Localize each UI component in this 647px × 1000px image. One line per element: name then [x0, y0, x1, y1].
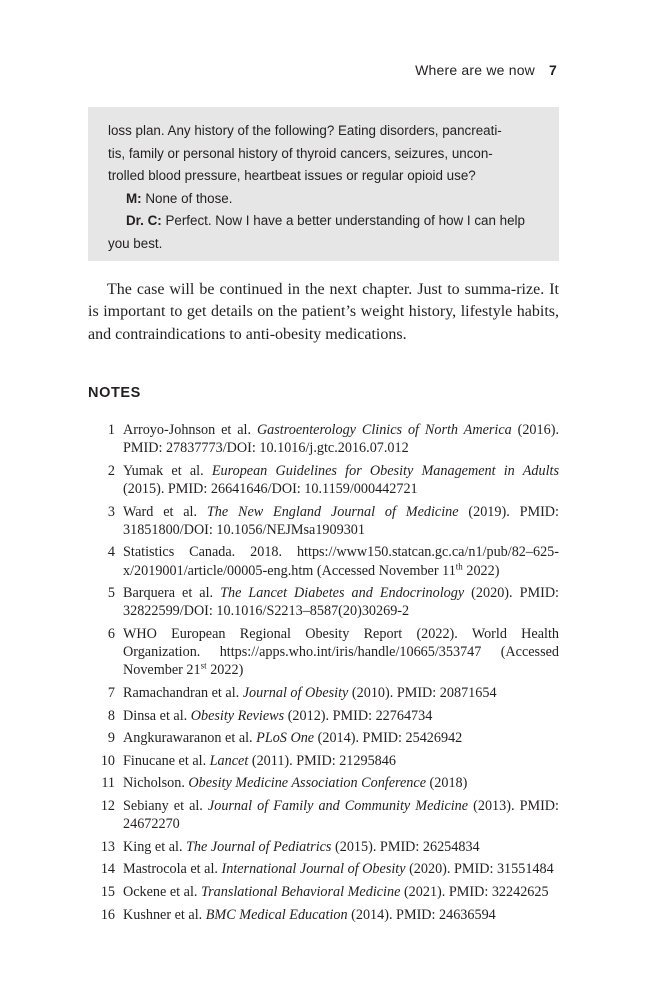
note-source-title: Obesity Reviews: [190, 707, 285, 724]
note-text-part: Yumak et al.: [123, 462, 212, 479]
note-item: [88, 729, 559, 747]
notes-heading: NOTES: [88, 385, 141, 401]
note-number: 3: [107, 503, 115, 520]
note-text-part: Kushner et al.: [123, 906, 206, 923]
note-text: [123, 684, 559, 702]
note-item: [88, 421, 559, 457]
note-source-title: The Lancet Diabetes and Endocrinology: [220, 585, 465, 602]
note-text: [123, 625, 559, 680]
note-text: [123, 707, 559, 725]
note-text: [123, 860, 559, 878]
note-text-part: (2011). PMID: 21295846: [248, 752, 396, 769]
note-text: [123, 462, 559, 498]
note-text-part: Angkurawaranon et al.: [123, 730, 257, 747]
note-number: 4: [107, 544, 115, 561]
note-text: [123, 797, 559, 833]
note-number: 2: [107, 462, 115, 479]
notes-list: [88, 421, 559, 928]
note-text-part: 2022): [462, 562, 500, 579]
note-text: [123, 729, 559, 747]
dialogue-line: loss plan. Any history of the following? Eating disorders, pancreati- tis, family or personal history of thyroid cancers, seizures, uncon- trolled blood pressure, heartbeat issues or regular opioid use?: [108, 123, 502, 183]
note-text-part: Nicholson.: [123, 775, 189, 792]
dialogue-dr-c: Dr. C: Perfect. Now I have a better understanding of how I can help you best.: [108, 213, 525, 251]
note-text: [123, 883, 559, 901]
note-text-part: (2014). PMID: 25426942: [314, 730, 463, 747]
note-text-part: (2016). PMID: 27837773/DOI: 10.1016/j.gtc.2016.07.012: [123, 422, 559, 457]
note-text-part: (2019). PMID: 31851800/DOI: 10.1056/NEJMsa1909301: [123, 503, 559, 538]
note-text-part: (2014). PMID: 24636594: [347, 906, 496, 923]
note-source-title: Journal of Obesity: [242, 684, 349, 701]
dialogue-box: [88, 107, 559, 261]
note-text: [123, 503, 559, 539]
note-text-part: (2013). PMID: 24672270: [123, 797, 559, 833]
note-item: [88, 684, 559, 702]
note-number: 13: [100, 838, 115, 855]
note-item: [88, 625, 559, 680]
note-text-part: WHO European Regional Obesity Report (2022). World Health Organization. https://apps.who.int/iris/handle/10665/353747 (Accessed November 21: [123, 625, 559, 679]
note-text-part: 2022): [206, 662, 244, 679]
note-text-part: th: [455, 560, 463, 571]
note-source-title: International Journal of Obesity: [221, 861, 406, 878]
note-text: [123, 752, 559, 770]
note-number: 11: [101, 775, 115, 792]
note-number: 15: [100, 883, 115, 900]
note-source-title: Journal of Family and Community Medicine: [207, 797, 469, 814]
note-text-part: st: [200, 660, 207, 671]
note-text-part: King et al.: [123, 838, 187, 855]
note-number: 8: [107, 707, 115, 724]
note-text: [123, 838, 559, 856]
note-number: 6: [107, 625, 115, 642]
note-text-part: (2020). PMID: 31551484: [405, 861, 554, 878]
note-text: [123, 906, 559, 924]
note-number: 16: [100, 906, 115, 923]
note-number: 12: [100, 797, 115, 814]
note-item: [88, 543, 559, 579]
note-text-part: (2018): [426, 775, 468, 792]
note-item: [88, 883, 559, 901]
speaker-m: M:: [126, 190, 142, 206]
note-source-title: European Guidelines for Obesity Management in Adults: [211, 462, 559, 479]
note-number: 7: [107, 684, 115, 701]
note-source-title: Translational Behavioral Medicine: [201, 883, 401, 900]
speaker-dr-c: Dr. C:: [126, 213, 162, 228]
note-text-part: (2015). PMID: 26254834: [331, 838, 480, 855]
note-source-title: Lancet: [209, 752, 249, 769]
note-number: 14: [100, 861, 115, 878]
note-text: [123, 774, 559, 792]
note-source-title: BMC Medical Education: [205, 906, 348, 923]
note-text-part: Ockene et al.: [123, 883, 201, 900]
note-item: [88, 797, 559, 833]
note-source-title: Gastroenterology Clinics of North America: [256, 422, 512, 438]
note-item: [88, 838, 559, 856]
note-text: [123, 421, 559, 457]
note-text-part: (2020). PMID: 32822599/DOI: 10.1016/S2213–8587(20)30269-2: [123, 585, 560, 620]
note-number: 10: [100, 752, 115, 769]
note-item: [88, 860, 559, 878]
note-text: [123, 584, 559, 620]
note-text-part: Sebiany et al.: [123, 797, 208, 814]
running-head: [415, 62, 557, 78]
running-title: Where are we now: [415, 62, 535, 78]
note-item: [88, 584, 559, 620]
note-item: [88, 752, 559, 770]
note-text-part: Arroyo-Johnson et al.: [123, 422, 257, 438]
note-text-part: Statistics Canada. 2018. https://www150.statcan.gc.ca/n1/pub/82–625-x/2019001/article/00005-eng.htm (Accessed November 11: [123, 544, 559, 579]
note-item: [88, 462, 559, 498]
note-text-part: Dinsa et al.: [123, 707, 191, 724]
note-number: 9: [107, 730, 115, 747]
note-text-part: (2012). PMID: 22764734: [284, 707, 433, 724]
note-item: [88, 774, 559, 792]
note-text-part: (2021). PMID: 32242625: [400, 883, 549, 900]
note-source-title: The Journal of Pediatrics: [186, 838, 332, 855]
note-text-part: (2015). PMID: 26641646/DOI: 10.1159/000442721: [123, 481, 418, 497]
note-text-part: Mastrocola et al.: [123, 861, 222, 878]
summary-paragraph: The case will be continued in the next chapter. Just to summa-rize. It is important to get details on the patient’s weight history, lifestyle habits, and contraindications to anti-obesity medications.: [88, 281, 559, 343]
note-text-part: Ward et al.: [123, 503, 207, 520]
note-number: 1: [107, 422, 115, 438]
note-item: [88, 707, 559, 725]
note-item: [88, 906, 559, 924]
dialogue-m: M: None of those.: [126, 190, 233, 206]
note-number: 5: [107, 585, 115, 602]
note-text-part: Ramachandran et al.: [123, 684, 243, 701]
note-item: [88, 503, 559, 539]
page-number: 7: [549, 62, 557, 78]
note-source-title: PLoS One: [256, 730, 315, 747]
note-source-title: The New England Journal of Medicine: [206, 503, 459, 520]
note-text-part: Barquera et al.: [123, 585, 221, 602]
note-text-part: (2010). PMID: 20871654: [348, 684, 497, 701]
note-text: [123, 543, 559, 579]
note-text-part: Finucane et al.: [123, 752, 210, 769]
note-source-title: Obesity Medicine Association Conference: [188, 775, 426, 792]
